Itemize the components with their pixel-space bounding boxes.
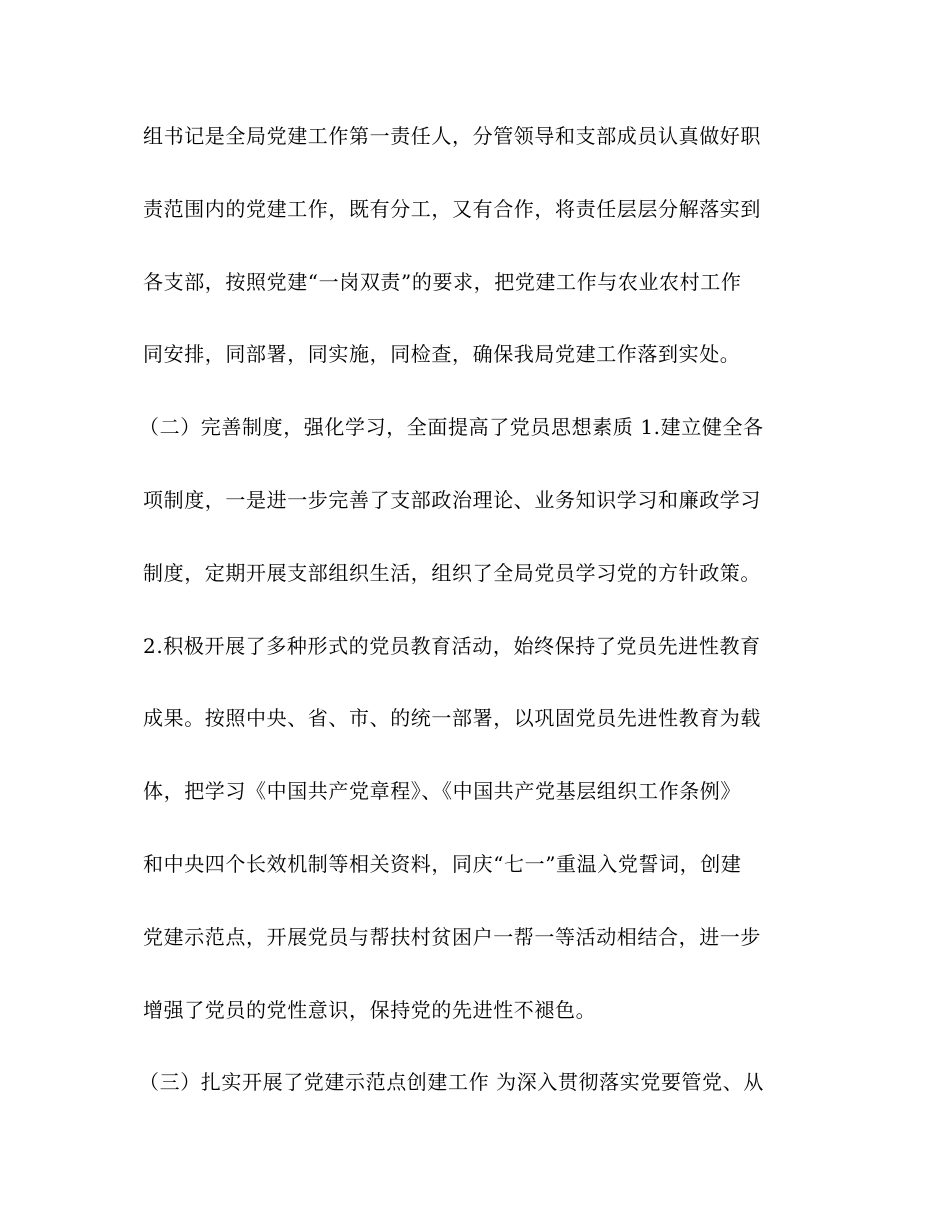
section-heading-line: （三）扎实开展了党建示范点创建工作 为深入贯彻落实党要管党、从 [139, 1070, 764, 1095]
text-line: 制度，定期开展支部组织生活，组织了全局党员学习党的方针政策。 [143, 560, 761, 585]
text-line: 和中央四个长效机制等相关资料，同庆“七一”重温入党誓词，创建 [143, 851, 742, 876]
text-line: 同安排，同部署，同实施，同检查，确保我局党建工作落到实处。 [143, 342, 741, 367]
text-line: 体，把学习《中国共产党章程》、《中国共产党基层组织工作条例》 [143, 779, 741, 804]
text-line: 党建示范点，开展党员与帮扶村贫困户一帮一等活动相结合，进一步 [143, 924, 761, 949]
text-line: 责范围内的党建工作，既有分工，又有合作，将责任层层分解落实到 [143, 196, 761, 221]
text-line: 成果。按照中央、省、市、的统一部署，以巩固党员先进性教育为载 [143, 706, 761, 731]
text-line: 项制度，一是进一步完善了支部政治理论、业务知识学习和廉政学习 [143, 487, 761, 512]
text-line: 增强了党员的党性意识，保持党的先进性不褪色。 [143, 997, 597, 1022]
section-heading-line: （二）完善制度，强化学习，全面提高了党员思想素质 1.建立健全各 [139, 415, 764, 440]
text-line: 组书记是全局党建工作第一责任人，分管领导和支部成员认真做好职 [143, 124, 761, 148]
text-line: 2.积极开展了多种形式的党员教育活动，始终保持了党员先进性教育 [143, 633, 761, 658]
body-text [139, 116, 823, 1135]
text-line: 各支部，按照党建“一岗双责”的要求，把党建工作与农业农村工作 [143, 269, 742, 294]
